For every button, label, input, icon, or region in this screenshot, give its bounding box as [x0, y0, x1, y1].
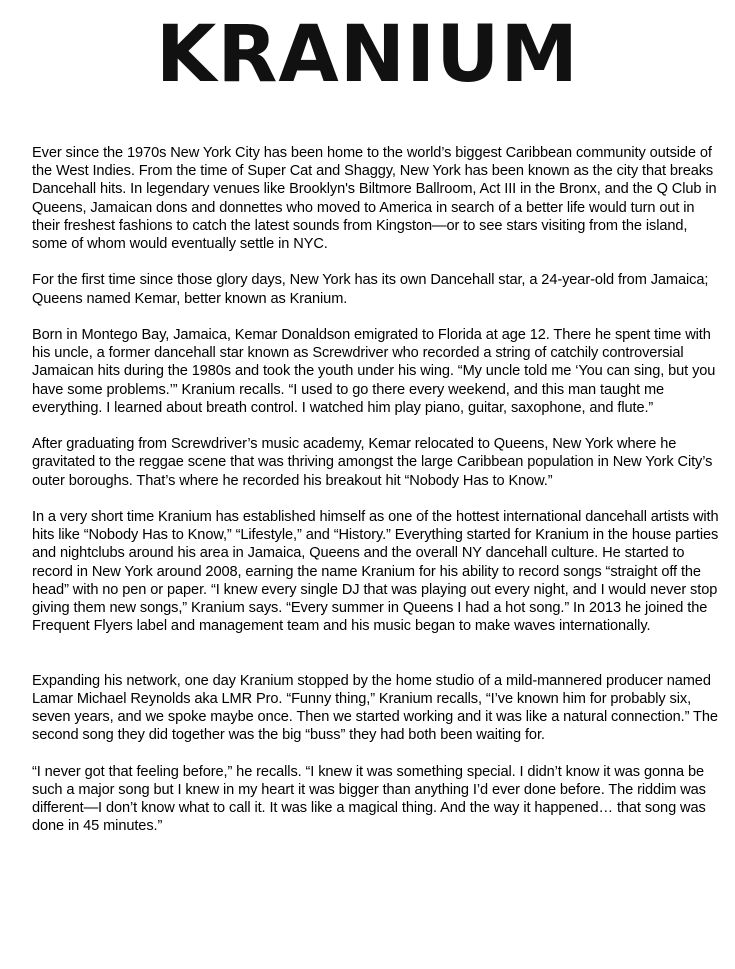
article-body — [32, 144, 722, 836]
article-paragraph-4: After graduating from Screwdriver’s music academy, Kemar relocated to Queens, New York where he gravitated to the reggae scene that was thriving amongst the large Caribbean population in New York City’s outer boroughs. That’s where he recorded his breakout hit “Nobody Has to Know.” — [32, 436, 713, 489]
article-paragraph-7: “I never got that feeling before,” he recalls. “I knew it was something special. I didn’t know it was gonna be such a major song but I knew in my heart it was bigger than anything I’d ever done before. The riddim was different—I don’t know what to call it. It was like a magical thing. And the way it happened… that song was done in 45 minutes.” — [32, 763, 706, 835]
article-paragraph-5: In a very short time Kranium has established himself as one of the hottest international dancehall artists with hits like “Nobody Has to Know,” “Lifestyle,” and “History.” Everything started for Kranium in the house parties and nightclubs around his area in Jamaica, Queens and the overall NY dancehall culture. He started to record in New York around 2008, earning the name Kranium for his ability to record songs “straight off the head” with no pen or paper. “I knew every single DJ that was playing out every night, and I would never stop giving them new songs,” Kranium says. “Every summer in Queens I had a hot song.” In 2013 he joined the Frequent Flyers label and management team and his music began to make waves internationally. — [32, 509, 719, 635]
article-paragraph-3: Born in Montego Bay, Jamaica, Kemar Donaldson emigrated to Florida at age 12. There he spent time with his uncle, a former dancehall star known as Screwdriver who recorded a string of catchily controversial Jamaican hits during the 1980s and took the youth under his wing. “My uncle told me ‘You can sing, but you have some problems.’” Kranium recalls. “I used to go there every weekend, and this man taught me everything. I learned about breath control. I watched him play piano, guitar, saxophone, and flute.” — [32, 327, 716, 416]
kranium-logo: KRANIUM — [155, 10, 580, 100]
article-paragraph-2: For the first time since those glory days, New York has its own Dancehall star, a 24-year-old from Jamaica; Queens named Kemar, better known as Kranium. — [32, 272, 709, 307]
article-paragraph-6: Expanding his network, one day Kranium stopped by the home studio of a mild-mannered producer named Lamar Michael Reynolds aka LMR Pro. “Funny thing,” Kranium recalls, “I’ve known him for probably six, seven years, and we spoke maybe once. Then we started working and it was like a natural connection.” The second song they did together was the big “buss” they had both been waiting for. — [32, 672, 718, 744]
article-paragraph-1: Ever since the 1970s New York City has been home to the world’s biggest Caribbean community outside of the West Indies. From the time of Super Cat and Shaggy, New York has been known as the city that breaks Dancehall hits. In legendary venues like Brooklyn's Biltmore Ballroom, Act III in the Bronx, and the Q Club in Queens, Jamaican dons and donnettes who moved to America in search of a better life would turn out in their freshest fashions to catch the latest sounds from Kingston—or to see stars visiting from the island, some of whom would eventually settle in NYC. — [32, 145, 717, 253]
